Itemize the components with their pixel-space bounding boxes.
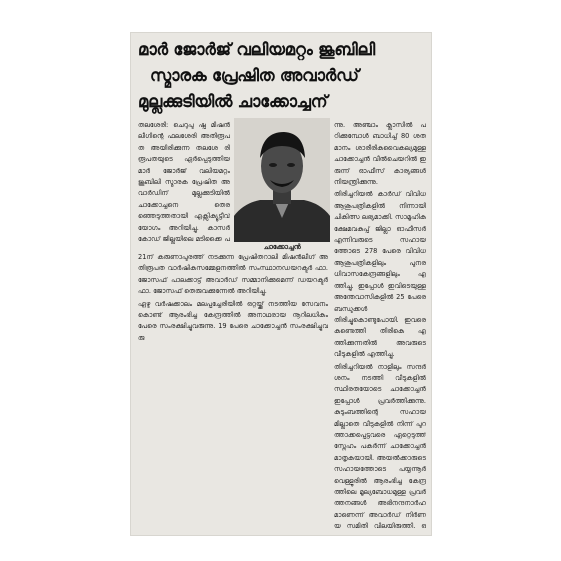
headline-line-3: മുല്ലക്കുടിയിൽ ചാക്കോച്ചന് — [138, 92, 328, 111]
right-column — [334, 120, 426, 530]
right-paragraph-1: ന്നു. അഞ്ചാം ക്ലാസിൽ പഠിക്കുമ്പോൾ ബാധിച്ച് 80 ശതമാനം ശാരീരികവൈകല്യമുള്ള ചാക്കോച്ചൻ വീൽചെയറിൽ ഇരുന്ന് ഓഫീസ് കാര്യങ്ങൾ നിയന്ത്രിക്കുന്നു. — [334, 121, 426, 187]
left-column-top — [138, 120, 230, 246]
left-column-bottom — [138, 252, 328, 530]
left-paragraph-3: ഏഴു വർഷക്കാലം മലപ്പച്ചേരിയിൽ ഒറ്റയ്ക്ക് നടത്തിയ സേവനം കൊണ്ട് ആരംഭിച്ച കേന്ദ്രത്തിൽ അനാഥരായ നൂറിലധികം പേരെ സംരക്ഷിച്ചുവരുന്നു. 19 പേരെ ചാക്കോച്ചൻ സംരക്ഷിച്ചുവരു — [138, 299, 328, 342]
newspaper-clipping — [130, 32, 432, 536]
left-paragraph-1-start: തലശേരി: ചെറുപു ഷ്പ മിഷൻലീഗിന്റെ ഫലശേരി അതിരൂപത അയിരിക്കുന്ന തലശേ രി രൂപതയുടെ ഏർപ്പെടുത്തിയ മാർ ജോർജ് വലിയമറ്റം ജൂബിലി സ്മാരക പ്രേഷിത അവാർഡിന് മുല്ലക്കുടിയിൽ ചാക്കോച്ചനെ തെര ഞ്ഞെടുത്തതായി എക്സിക്യൂട്ടീവ് യോഗം അറിയിച്ചു. കാസർകോഡ് ജില്ലയിലെ മടിക്കൈ പ — [138, 121, 230, 244]
right-paragraph-3: തിരിച്ചറിയൽ നാളിലും സന്ദർശനം നടത്തി വീടുകളിൽ സ്ഥിരതയോടെ ചാക്കോച്ചൻ ഇപ്പോൾ പ്രവർത്തിക്കുന്നു. കുടുംബത്തിന്റെ സഹായമില്ലാതെ വീടുകളിൽ നിന്ന് പുറത്താക്കപ്പെട്ടവരെ ഏറ്റെടുത്ത് സ്നേഹം പകർന്ന് ചാക്കോച്ചൻ മാതൃകയായി. അയൽക്കാരുടെ സഹായത്തോടെ പയ്യന്നൂർ വെള്ളൂരിൽ ആരംഭിച്ച കേന്ദ്രത്തിലെ മൂല്യബോധമുള്ള പ്രവർത്തനങ്ങൾ അഭിനന്ദനാർഹമാണെന്ന് അവാർഡ് നിർണയ സമിതി വിലയിരുത്തി. ഒ — [334, 362, 426, 530]
portrait-photo — [234, 118, 330, 242]
portrait-image — [234, 118, 330, 242]
headline-line-1: മാർ ജോർജ് വലിയമറ്റം ജൂബിലി — [138, 40, 376, 59]
headline — [138, 37, 426, 115]
right-paragraph-2: തിരിച്ചറിയൽ കാർഡ് വിവിധ ആശുപത്രികളിൽ നിന്നായി ചികിത്സ ലഭ്യമാക്കി. സാമൂഹിക ക്ഷേമവകുപ്പ് ജില്ലാ ഓഫീസർ എന്നിവരുടെ സഹായത്തോടെ 278 പേരെ വിവിധ ആശുപത്രികളിലും പുനരധിവാസകേന്ദ്രങ്ങളിലും എത്തിച്ചു. ഇപ്പോൾ ഇവിടെയുള്ള അന്തേവാസികളിൽ 25 പേരെ ബന്ധുക്കൾ തിരിച്ചുകൊണ്ടുപോയി. ഇവരെ കണ്ടെത്തി തിരികെ എത്തിക്കുന്നതിൽ അവരുടെ വീടുകളിൽ എത്തിച്ചു. — [334, 190, 426, 359]
photo-caption: ചാക്കോച്ചൻ — [263, 243, 301, 251]
left-paragraph-2: 21ന് കരുണാപുരത്ത് നടക്കുന്ന പ്രേഷിതറാലി മിഷൻലീഗ് അതിരൂപത വാർഷികസമ്മേളനത്തിൽ സംസ്ഥാനഡയറക്ടർ ഫാ. ജോസഫ് പാലക്കാട്ട് അവാർഡ് സമ്മാനിക്കുമെന്ന് ഡയറക്ടർ ഫാ. ജോസഫ് തെരുവക്കുന്നേൽ അറിയിച്ചു. — [138, 253, 328, 296]
headline-line-2: സ്മാരക പ്രേഷിത അവാർഡ് — [150, 66, 359, 85]
